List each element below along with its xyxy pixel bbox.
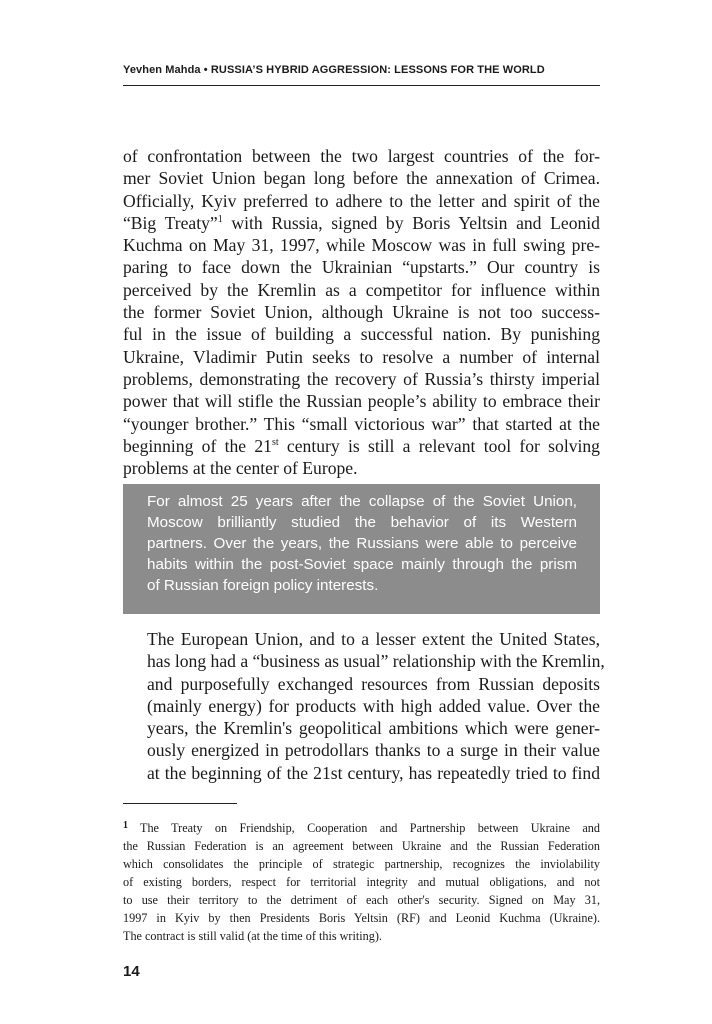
text-line: Officially, Kyiv preferred to adhere to the letter and spirit of the xyxy=(123,190,600,211)
text-line: mer Soviet Union began long before the annexation of Crimea. xyxy=(123,168,600,189)
text-fragment: “Big Treaty” xyxy=(123,212,218,233)
paragraph-2 xyxy=(123,628,605,784)
quote-line: For almost 25 years after the collapse of the Soviet Union, xyxy=(147,493,577,510)
page-number: 14 xyxy=(123,963,140,980)
text-line: The European Union, and to a lesser extent the United States, xyxy=(147,629,600,649)
text-line: paring to face down the Ukrainian “upstarts.” Our country is xyxy=(123,257,600,278)
ordinal-superscript: st xyxy=(271,436,279,448)
text-line: “younger brother.” This “small victorious war” that started at the xyxy=(123,413,600,434)
text-line: at the beginning of the 21st century, has repeatedly tried to find xyxy=(147,762,600,783)
text-line: Kuchma on May 31, 1997, while Moscow was in full swing pre- xyxy=(123,235,600,256)
text-line: problems at the center of Europe. xyxy=(123,458,358,479)
text-line: has long had a “business as usual” relationship with the Kremlin, xyxy=(147,651,605,672)
text-line: problems, demonstrating the recovery of Russia’s thirsty imperial xyxy=(123,368,600,389)
text-fragment: beginning of the 21 xyxy=(123,435,272,456)
text-fragment: The Treaty on Friendship, Cooperation and Partnership between Ukraine and xyxy=(140,821,600,835)
quote-line: of Russian foreign policy interests. xyxy=(147,577,379,594)
footnote-line: 1997 in Kyiv by then Presidents Boris Yeltsin (RF) and Leonid Kuchma (Ukraine). xyxy=(123,911,600,925)
quote-line: partners. Over the years, the Russians were able to perceive xyxy=(147,535,577,552)
text-line: (mainly energy) for products with high added value. Over the xyxy=(147,695,600,716)
text-line: years, the Kremlin's geopolitical ambitions which were gener- xyxy=(147,718,600,739)
text-line: power that will stifle the Russian people’s ability to embrace their xyxy=(123,391,600,412)
footnote-line xyxy=(123,819,600,837)
text-line: Ukraine, Vladimir Putin seeks to resolve a number of internal xyxy=(123,346,600,367)
footnote xyxy=(123,819,600,945)
text-line: ful in the issue of building a successful nation. By punishing xyxy=(123,324,600,345)
footnote-reference[interactable]: 1 xyxy=(217,213,223,225)
text-line: ously energized in petrodollars thanks to a surge in their value xyxy=(147,740,600,761)
quote-line: habits within the post-Soviet space mainly through the prism xyxy=(147,556,577,573)
running-header: Yevhen Mahda • RUSSIA’S HYBRID AGGRESSION: LESSONS FOR THE WORLD xyxy=(123,64,545,76)
footnote-line: to use their territory to the detriment of each other's security. Signed on May 31, xyxy=(123,893,600,907)
text-fragment: with Russia, signed by Boris Yeltsin and Leonid xyxy=(222,212,600,233)
footnote-line: the Russian Federation is an agreement between Ukraine and the Russian Federation xyxy=(123,839,600,853)
footnote-rule xyxy=(123,803,237,804)
text-line: of confrontation between the two largest countries of the for- xyxy=(123,146,600,166)
header-rule xyxy=(123,85,600,86)
text-line: the former Soviet Union, although Ukraine is not too success- xyxy=(123,302,600,323)
footnote-number: 1 xyxy=(123,820,128,831)
footnote-line: The contract is still valid (at the time of this writing). xyxy=(123,929,382,943)
footnote-line: of existing borders, respect for territorial integrity and mutual obligations, and not xyxy=(123,875,600,889)
footnote-line: which consolidates the principle of strategic partnership, recognizes the inviolability xyxy=(123,857,600,871)
text-fragment: century is still a relevant tool for solving xyxy=(278,435,600,456)
text-line: and purposefully exchanged resources from Russian deposits xyxy=(147,673,600,694)
text-line xyxy=(123,212,600,234)
text-line: perceived by the Kremlin as a competitor for influence within xyxy=(123,279,600,300)
quote-line: Moscow brilliantly studied the behavior of its Western xyxy=(147,514,577,531)
pull-quote-box xyxy=(123,484,600,614)
pull-quote-text xyxy=(147,491,577,596)
text-line xyxy=(123,435,600,457)
paragraph-1 xyxy=(123,145,600,479)
